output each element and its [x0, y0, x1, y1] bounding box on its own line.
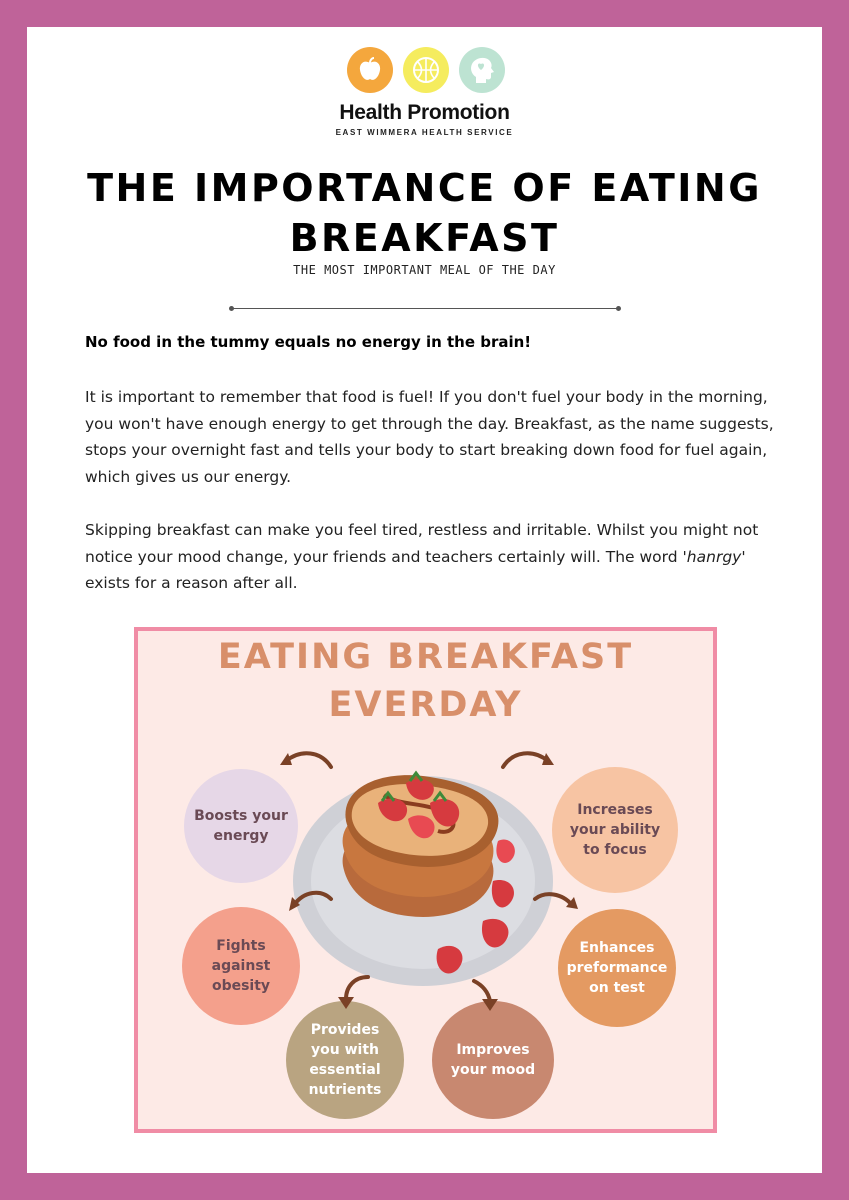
basketball-icon	[403, 47, 449, 93]
divider	[229, 306, 621, 312]
arrow-right-icon	[498, 747, 558, 777]
benefit-boosts-energy: Boosts your energy	[184, 769, 298, 883]
apple-icon	[347, 47, 393, 93]
head-heart-icon	[459, 47, 505, 93]
lead-statement: No food in the tummy equals no energy in the brain!	[85, 333, 532, 351]
brand-name: Health Promotion	[339, 101, 510, 124]
document-page	[27, 27, 822, 1173]
paragraph-skipping: Skipping breakfast can make you feel tired, restless and irritable. Whilst you might not notice your mood change, your friends and teachers certainly will. The word 'hanrgy' exists for a reason after all.	[85, 521, 759, 592]
arrow-down-icon	[334, 971, 374, 1011]
arrow-right-icon	[530, 887, 582, 915]
benefit-improves-mood: Improves your mood	[432, 1001, 554, 1119]
page-subtitle: THE MOST IMPORTANT MEAL OF THE DAY	[293, 263, 556, 277]
brand-subtitle: EAST WIMMERA HEALTH SERVICE	[335, 128, 514, 137]
benefit-enhances-performance: Enhances preformance on test	[558, 909, 676, 1027]
benefit-essential-nutrients: Provides you with essential nutrients	[286, 1001, 404, 1119]
breakfast-infographic	[134, 627, 717, 1133]
benefit-increases-focus: Increases your ability to focus	[552, 767, 678, 893]
infographic-title-line2: EVERDAY	[328, 685, 523, 725]
paragraph-fuel: It is important to remember that food is fuel! If you don't fuel your body in the morning, you won't have enough energy to get through the day. Breakfast, as the name suggests, stops your overnight fast and tells your body to start breaking down food for fuel again, which gives us our energy.	[85, 388, 774, 486]
logo	[347, 47, 507, 97]
infographic-title-line1: EATING BREAKFAST	[217, 637, 634, 677]
arrow-left-icon	[286, 887, 336, 915]
arrow-down-icon	[468, 977, 508, 1013]
page-title: THE IMPORTANCE OF EATING BREAKFAST	[87, 166, 762, 260]
arrow-left-icon	[276, 747, 336, 777]
benefit-fights-obesity: Fights against obesity	[182, 907, 300, 1025]
